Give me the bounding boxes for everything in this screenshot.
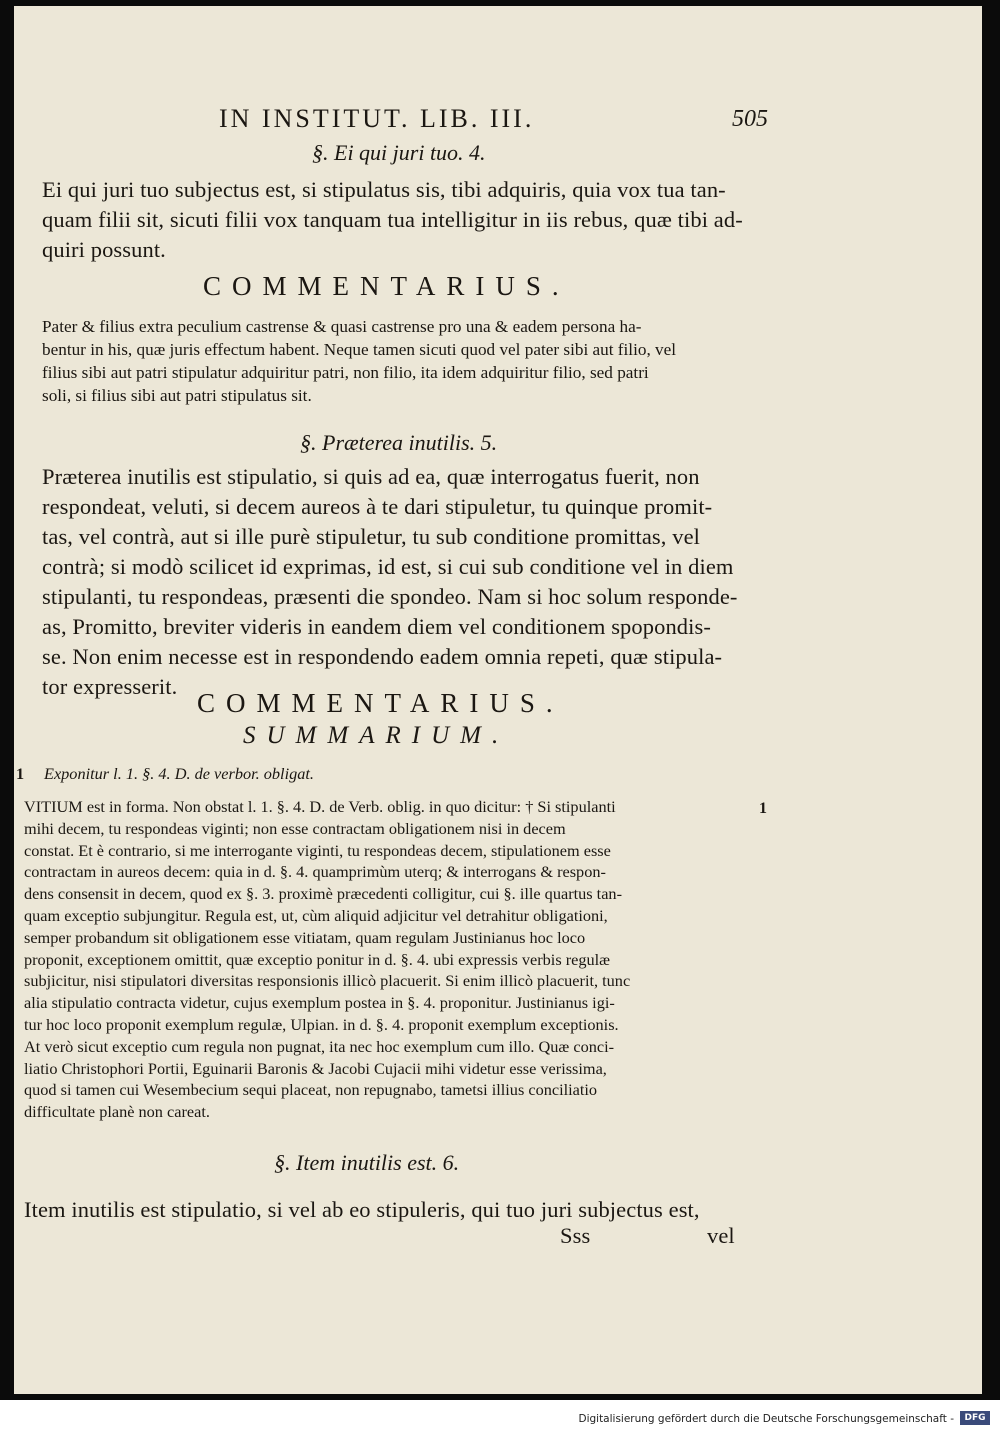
text-line: respondeat, veluti, si decem aureos à te dari stipuletur, tu quinque promit-: [42, 494, 713, 519]
text-line: quiri possunt.: [42, 237, 166, 262]
summary-item-number: 1: [16, 764, 25, 783]
text-line: VITIUM est in forma. Non obstat l. 1. §. 4. D. de Verb. oblig. in quo dicitur: † Si stipulanti: [24, 797, 616, 816]
text-line: Pater & filius extra peculium castrense & quasi castrense pro una & eadem persona ha-: [42, 317, 642, 336]
digitization-footer: [0, 1400, 1000, 1438]
text-line: soli, si filius sibi aut patri stipulatus sit.: [42, 386, 312, 405]
text-line: quam exceptio subjungitur. Regula est, ut, cùm aliquid adjicitur vel detrahitur obligationi,: [24, 906, 608, 925]
text-line: alia stipulatio contracta videtur, cujus exemplum postea in §. 4. proponitur. Justinianus igi-: [24, 993, 615, 1013]
text-line: contrà; si modò scilicet id exprimas, id est, si cui sub conditione vel in diem: [42, 554, 734, 579]
footer-credit: Digitalisierung gefördert durch die Deutsche Forschungsgemeinschaft -: [578, 1413, 954, 1425]
signature-mark: Sss: [560, 1223, 591, 1248]
commentary-1-title: COMMENTARIUS.: [203, 271, 570, 301]
text-line: difficultate planè non careat.: [24, 1102, 210, 1122]
text-line: Præterea inutilis est stipulatio, si quis ad ea, quæ interrogatus fuerit, non: [42, 464, 700, 489]
section-4-heading: §. Ei qui juri tuo. 4.: [312, 140, 486, 165]
book-page: [14, 6, 982, 1394]
commentary-2-title: COMMENTARIUS.: [197, 688, 564, 718]
text-line: as, Promitto, breviter videris in eandem diem vel conditionem spopondis-: [42, 614, 711, 639]
text-line: semper probandum sit obligationem esse vitiatam, quam regulam Justinianus hoc loco: [24, 927, 586, 947]
text-line: At verò sicut exceptio cum regula non pugnat, ita nec hoc exemplum cum illo. Quæ conci-: [24, 1036, 615, 1056]
text-line: bentur in his, quæ juris effectum habent. Neque tamen sicuti quod vel pater sibi aut filio, vel: [42, 340, 677, 359]
section-5-heading: §. Præterea inutilis. 5.: [300, 430, 498, 455]
text-line: se. Non enim necesse est in respondendo eadem omnia repeti, quæ stipula-: [42, 644, 723, 669]
text-line: tor expresserit.: [42, 674, 178, 699]
text-line: filius sibi aut patri stipulatur adquiritur patri, non filio, ita idem adquiritur filio, sed patri: [42, 363, 649, 382]
text-line: tur hoc loco proponit exemplum regulæ, Ulpian. in d. §. 4. proponit exemplum exceptionis.: [24, 1015, 619, 1034]
running-title: IN INSTITUT. LIB. III.: [219, 104, 535, 133]
summary-item-text: Exponitur l. 1. §. 4. D. de verbor. obligat.: [44, 764, 314, 783]
page-number: 505: [732, 106, 768, 132]
text-line: Item inutilis est stipulatio, si vel ab eo stipuleris, qui tuo juri subjectus est,: [24, 1197, 700, 1222]
text-line: quam filii sit, sicuti filii vox tanquam tua intelligitur in iis rebus, quæ tibi ad-: [42, 207, 743, 232]
margin-note-marker: 1: [759, 800, 767, 817]
text-line: mihi decem, tu respondeas viginti; non esse contractam obligationem nisi in decem: [24, 818, 566, 838]
text-line: Ei qui juri tuo subjectus est, si stipulatus sis, tibi adquiris, quia vox tua tan-: [42, 177, 726, 202]
catchword: vel: [707, 1223, 735, 1248]
text-line: constat. Et è contrario, si me interrogante viginti, tu respondeas decem, stipulationem esse: [24, 840, 611, 860]
text-line: proponit, exceptionem omittit, quæ exceptio ponitur in d. §. 4. ubi expressis verbis regulæ: [24, 949, 611, 969]
text-line: contractam in aureos decem: quia in d. §. 4. quamprimùm uterq; & interrogans & respon-: [24, 862, 606, 882]
dfg-logo: DFG: [960, 1411, 990, 1425]
text-line: liatio Christophori Portii, Eguinarii Baronis & Jacobi Cujacii mihi videtur esse verissima,: [24, 1058, 607, 1078]
section-6-heading: §. Item inutilis est. 6.: [274, 1150, 460, 1175]
text-line: subjicitur, nisi stipulatori diversitas responsionis illicò placuerit. Si enim illicò placuerit, tunc: [24, 971, 631, 991]
text-line: tas, vel contrà, aut si ille purè stipuletur, tu sub conditione promittas, vel: [42, 524, 701, 549]
text-line: stipulanti, tu respondeas, præsenti die spondeo. Nam si hoc solum responde-: [42, 584, 738, 609]
text-line: dens consensit in decem, quod ex §. 3. proximè præcedenti colligitur, cui §. ille quartus tan-: [24, 884, 622, 904]
page-content: [14, 6, 982, 1394]
summary-title: SUMMARIUM.: [243, 722, 510, 749]
text-line: quod si tamen cui Wesembecium sequi placeat, non repugnabo, tametsi illius conciliatio: [24, 1080, 598, 1100]
